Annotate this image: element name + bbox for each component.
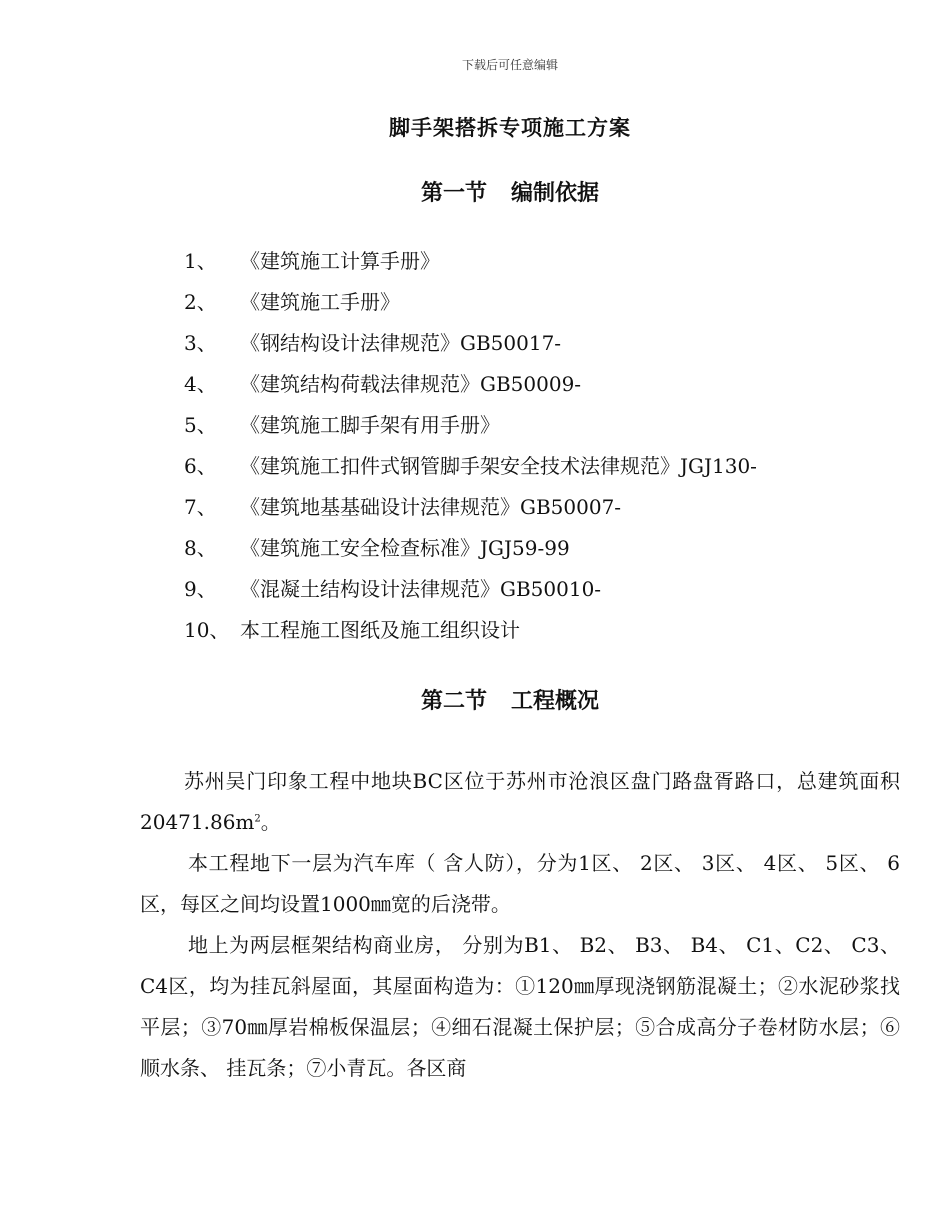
list-item (184, 449, 757, 490)
list-item-text: 《钢结构设计法律规范》GB50017- (240, 331, 562, 355)
list-item-text: 《建筑施工安全检查标准》JGJ59-99 (240, 536, 570, 560)
document-title: 脚手架搭拆专项施工方案 (389, 116, 631, 140)
area-unit-superscript: 2 (254, 813, 261, 825)
list-item-text: 《建筑结构荷载法律规范》GB50009- (240, 372, 582, 396)
section-heading-2 (0, 684, 950, 715)
list-item-index: 7、 (184, 495, 217, 519)
paragraph-text: 苏州吴门印象工程中地块BC区位于苏州市沧浪区盘门路盘胥路口，总建筑面积20471.86m (140, 769, 900, 834)
section-number: 第二节 (420, 689, 487, 714)
list-item (184, 408, 757, 449)
list-item (184, 490, 757, 531)
list-item-index: 10、 (184, 618, 230, 642)
list-item-index: 4、 (184, 372, 217, 396)
section-title-text: 编制依据 (511, 181, 600, 206)
section-title-text: 工程概况 (511, 689, 600, 714)
list-item (184, 285, 757, 326)
list-item-text: 《建筑地基基础设计法律规范》GB50007- (240, 495, 622, 519)
list-item (184, 531, 757, 572)
list-item (184, 244, 757, 285)
reference-list (184, 244, 757, 654)
list-item-text: 《建筑施工计算手册》 (240, 249, 440, 273)
list-item-text: 《建筑施工手册》 (240, 290, 400, 314)
list-item (184, 326, 757, 367)
list-item-index: 8、 (184, 536, 217, 560)
list-item-index: 9、 (184, 577, 217, 601)
list-item (184, 572, 757, 613)
list-item-text: 《建筑施工脚手架有用手册》 (240, 413, 500, 437)
list-item-text: 《混凝土结构设计法律规范》GB50010- (240, 577, 602, 601)
section-number: 第一节 (420, 181, 487, 206)
list-item-text: 《建筑施工扣件式钢管脚手架安全技术法律规范》JGJ130- (240, 454, 757, 478)
list-item-index: 3、 (184, 331, 217, 355)
list-item (184, 613, 757, 654)
paragraph-project-location (140, 761, 900, 843)
header-note: 下载后可任意编辑 (461, 58, 558, 72)
list-item-index: 6、 (184, 454, 217, 478)
paragraph-basement: 本工程地下一层为汽车库（ 含人防），分为1区、 2区、 3区、 4区、 5区、 6区，每区之间均设置1000㎜宽的后浇带。 (140, 851, 900, 916)
list-item-index: 1、 (184, 249, 217, 273)
list-item-text: 本工程施工图纸及施工组织设计 (240, 618, 520, 642)
paragraph-end: 。 (260, 810, 281, 834)
paragraph-superstructure: 地上为两层框架结构商业房， 分别为B1、 B2、 B3、 B4、 C1、C2、 C3、 C4区，均为挂瓦斜屋面，其屋面构造为：①120㎜厚现浇钢筋混凝土；②水泥砂浆找平层；③70㎜厚岩棉板保温层；④细石混凝土保护层；⑤合成高分子卷材防水层；⑥顺水条、 挂瓦条；⑦小青瓦。各区商 (140, 933, 900, 1080)
list-item-index: 2、 (184, 290, 217, 314)
list-item (184, 367, 757, 408)
section-heading-1 (0, 176, 950, 207)
list-item-index: 5、 (184, 413, 217, 437)
